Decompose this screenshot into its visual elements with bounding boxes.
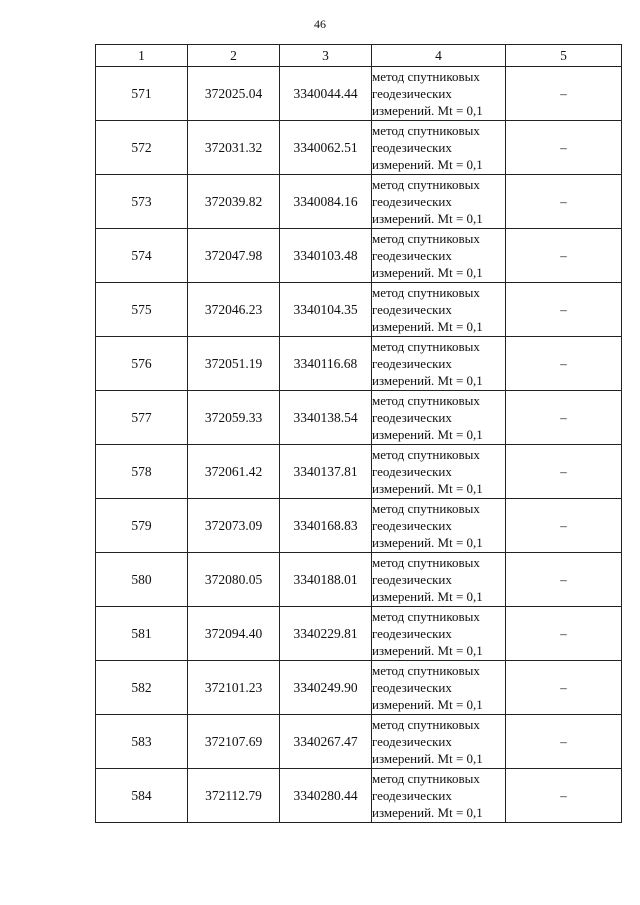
table-body [96,67,622,823]
method-line-2: геодезических [372,194,452,209]
y-coordinate-cell: 3340104.35 [280,283,372,337]
x-coordinate-cell: 372047.98 [188,229,280,283]
method-cell [372,283,506,337]
point-number-cell: 572 [96,121,188,175]
column-header-4: 4 [372,45,506,67]
point-number-cell: 581 [96,607,188,661]
table-row [96,715,622,769]
column-5-cell: – [506,715,622,769]
table-row [96,229,622,283]
method-line-1: метод спутниковых [372,501,480,516]
table-row [96,661,622,715]
method-line-2: геодезических [372,248,452,263]
method-line-3: измерений. Mt = 0,1 [372,805,483,820]
column-5-cell: – [506,229,622,283]
method-cell [372,121,506,175]
table-header-row [96,45,622,67]
table-row [96,769,622,823]
x-coordinate-cell: 372073.09 [188,499,280,553]
y-coordinate-cell: 3340138.54 [280,391,372,445]
point-number-cell: 577 [96,391,188,445]
method-cell [372,769,506,823]
method-cell [372,391,506,445]
table-row [96,283,622,337]
table-row [96,391,622,445]
method-line-3: измерений. Mt = 0,1 [372,103,483,118]
y-coordinate-cell: 3340084.16 [280,175,372,229]
method-line-1: метод спутниковых [372,69,480,84]
method-line-1: метод спутниковых [372,447,480,462]
table-row [96,553,622,607]
method-line-3: измерений. Mt = 0,1 [372,751,483,766]
method-cell [372,229,506,283]
method-line-2: геодезических [372,572,452,587]
method-line-3: измерений. Mt = 0,1 [372,697,483,712]
point-number-cell: 583 [96,715,188,769]
table-row [96,175,622,229]
method-line-1: метод спутниковых [372,231,480,246]
table-row [96,499,622,553]
method-cell [372,661,506,715]
column-5-cell: – [506,769,622,823]
method-line-3: измерений. Mt = 0,1 [372,265,483,280]
x-coordinate-cell: 372080.05 [188,553,280,607]
point-number-cell: 576 [96,337,188,391]
point-number-cell: 579 [96,499,188,553]
column-5-cell: – [506,445,622,499]
column-5-cell: – [506,121,622,175]
x-coordinate-cell: 372025.04 [188,67,280,121]
column-5-cell: – [506,607,622,661]
x-coordinate-cell: 372051.19 [188,337,280,391]
column-header-5: 5 [506,45,622,67]
column-header-1: 1 [96,45,188,67]
table-row [96,445,622,499]
method-line-2: геодезических [372,626,452,641]
method-line-3: измерений. Mt = 0,1 [372,481,483,496]
table-row [96,67,622,121]
method-cell [372,337,506,391]
column-5-cell: – [506,391,622,445]
x-coordinate-cell: 372094.40 [188,607,280,661]
x-coordinate-cell: 372112.79 [188,769,280,823]
column-5-cell: – [506,67,622,121]
method-line-1: метод спутниковых [372,177,480,192]
y-coordinate-cell: 3340249.90 [280,661,372,715]
x-coordinate-cell: 372031.32 [188,121,280,175]
x-coordinate-cell: 372059.33 [188,391,280,445]
method-cell [372,607,506,661]
x-coordinate-cell: 372101.23 [188,661,280,715]
point-number-cell: 584 [96,769,188,823]
method-line-1: метод спутниковых [372,609,480,624]
method-line-1: метод спутниковых [372,555,480,570]
method-line-3: измерений. Mt = 0,1 [372,157,483,172]
method-line-3: измерений. Mt = 0,1 [372,589,483,604]
point-number-cell: 574 [96,229,188,283]
method-cell [372,175,506,229]
y-coordinate-cell: 3340188.01 [280,553,372,607]
column-5-cell: – [506,283,622,337]
method-line-1: метод спутниковых [372,285,480,300]
column-header-3: 3 [280,45,372,67]
method-line-2: геодезических [372,356,452,371]
column-5-cell: – [506,553,622,607]
table-row [96,121,622,175]
x-coordinate-cell: 372046.23 [188,283,280,337]
page-number: 46 [314,17,326,31]
method-cell [372,499,506,553]
y-coordinate-cell: 3340280.44 [280,769,372,823]
y-coordinate-cell: 3340229.81 [280,607,372,661]
method-line-3: измерений. Mt = 0,1 [372,319,483,334]
method-line-3: измерений. Mt = 0,1 [372,427,483,442]
method-line-2: геодезических [372,302,452,317]
method-line-1: метод спутниковых [372,393,480,408]
y-coordinate-cell: 3340116.68 [280,337,372,391]
point-number-cell: 575 [96,283,188,337]
method-cell [372,553,506,607]
method-line-3: измерений. Mt = 0,1 [372,535,483,550]
method-cell [372,715,506,769]
y-coordinate-cell: 3340044.44 [280,67,372,121]
method-line-2: геодезических [372,464,452,479]
method-line-1: метод спутниковых [372,663,480,678]
method-cell [372,67,506,121]
y-coordinate-cell: 3340062.51 [280,121,372,175]
x-coordinate-cell: 372039.82 [188,175,280,229]
method-line-3: измерений. Mt = 0,1 [372,643,483,658]
method-line-2: геодезических [372,680,452,695]
method-cell [372,445,506,499]
method-line-3: измерений. Mt = 0,1 [372,373,483,388]
y-coordinate-cell: 3340103.48 [280,229,372,283]
column-5-cell: – [506,337,622,391]
table-row [96,337,622,391]
point-number-cell: 578 [96,445,188,499]
table-row [96,607,622,661]
column-5-cell: – [506,499,622,553]
point-number-cell: 573 [96,175,188,229]
x-coordinate-cell: 372107.69 [188,715,280,769]
method-line-2: геодезических [372,140,452,155]
method-line-1: метод спутниковых [372,771,480,786]
point-number-cell: 582 [96,661,188,715]
method-line-1: метод спутниковых [372,339,480,354]
point-number-cell: 580 [96,553,188,607]
y-coordinate-cell: 3340267.47 [280,715,372,769]
x-coordinate-cell: 372061.42 [188,445,280,499]
point-number-cell: 571 [96,67,188,121]
column-5-cell: – [506,175,622,229]
method-line-2: геодезических [372,410,452,425]
column-header-2: 2 [188,45,280,67]
method-line-1: метод спутниковых [372,123,480,138]
y-coordinate-cell: 3340168.83 [280,499,372,553]
method-line-2: геодезических [372,788,452,803]
y-coordinate-cell: 3340137.81 [280,445,372,499]
method-line-2: геодезических [372,734,452,749]
method-line-2: геодезических [372,86,452,101]
column-5-cell: – [506,661,622,715]
method-line-2: геодезических [372,518,452,533]
method-line-1: метод спутниковых [372,717,480,732]
method-line-3: измерений. Mt = 0,1 [372,211,483,226]
coordinates-table [95,44,622,823]
